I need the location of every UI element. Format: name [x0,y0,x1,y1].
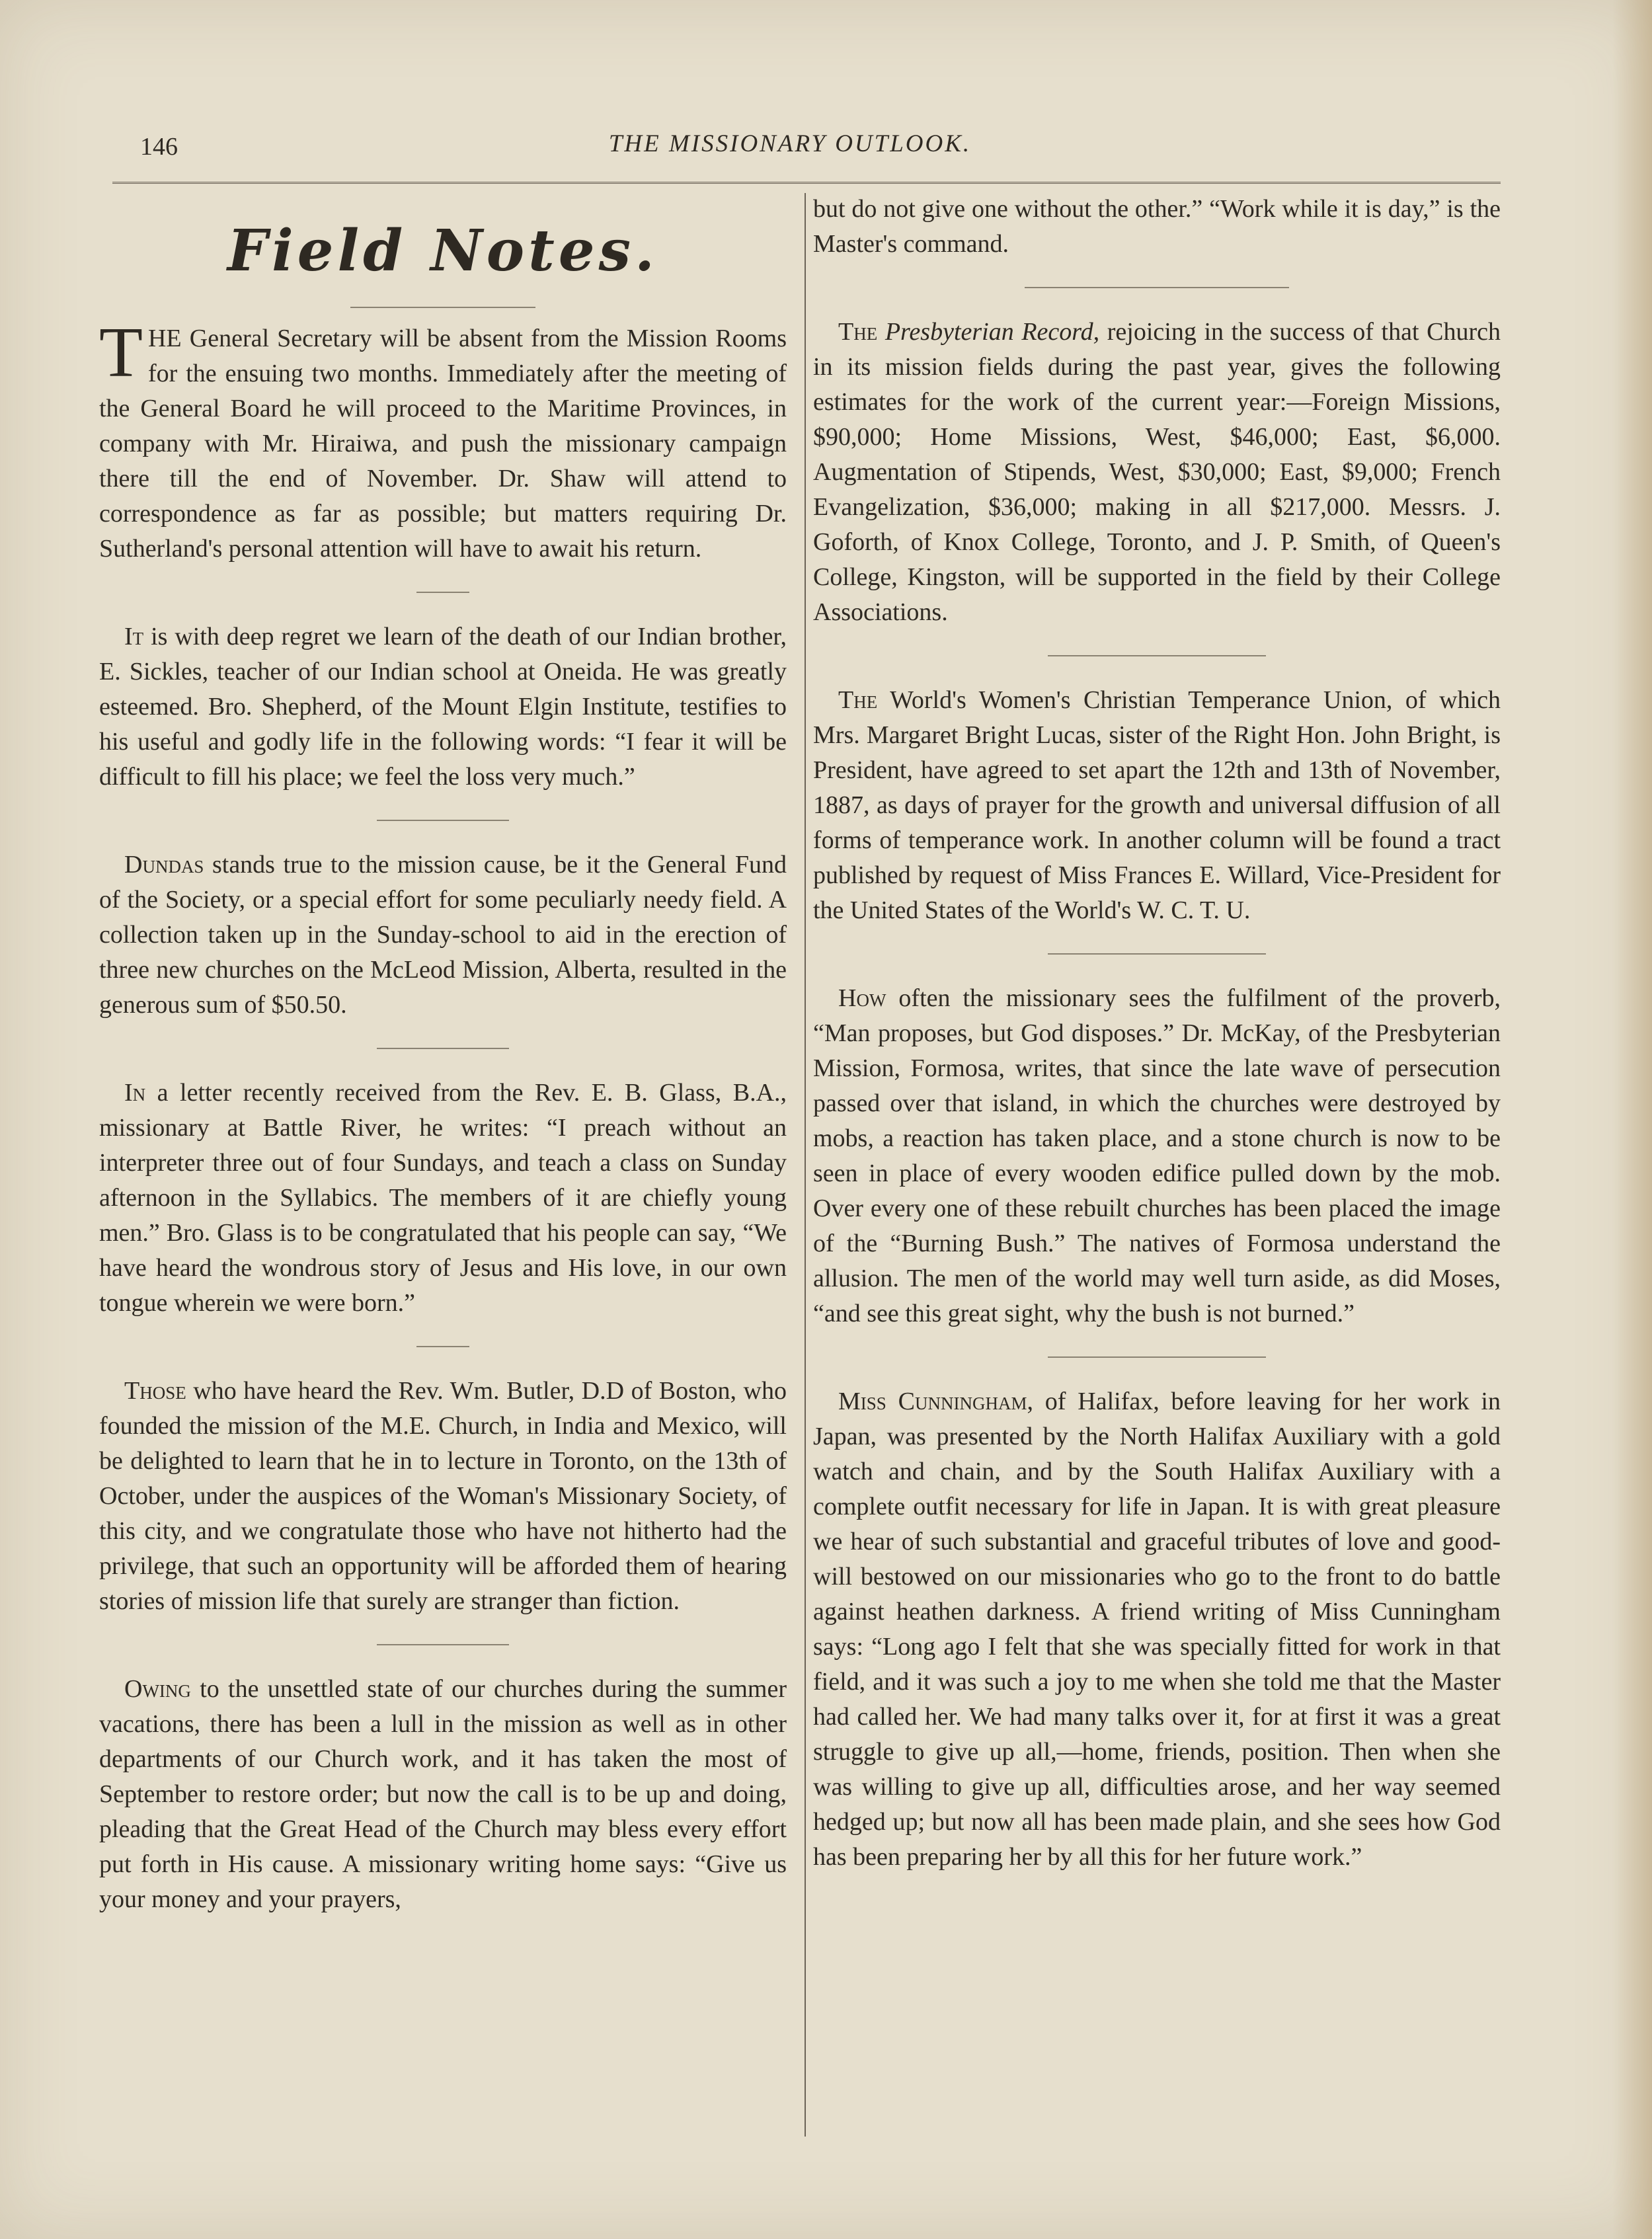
note-continuation [813,192,1501,262]
publication-title: Presbyterian Record, [885,318,1100,346]
separator [1048,1356,1266,1358]
left-column [99,192,787,1917]
note-text: of Halifax, before leaving for her work in Japan, was presented by the North Halifax Auxiliary with a gold watch and chain, and by the South Halifax Auxiliary with a complete outfit necessary for life in Japan. It is with great pleasure we hear of such substantial and graceful tributes of love and good-will bestowed on our missionaries who go to the front to do battle against heathen darkness. A friend writing of Miss Cunningham says: “Long ago I felt that she was specially fitted for work in that field, and it was such a joy to me when she told me that the Master had called her. We had many talks over it, for at first it was a great struggle to give up all,—home, friends, position. Then when she was willing to give up all, difficulties arose, and her way seemed hedged up; but now all has been made plain, and she sees how God has been preparing her by all this for her future work.” [813,1388,1501,1871]
note-lead: The [838,686,878,714]
note-text: a letter recently received from the Rev. E. B. Glass, B.A., missionary at Battle River, he writes: “I preach without an interpreter three out of four Sundays, and teach a class on Sunday afternoon in the Syllabics. The members of it are chiefly young men.” Bro. Glass is to be congratulated that his people can say, “We have heard the wondrous story of Jesus and His love, in our own tongue wherein we were born.” [99,1079,787,1317]
note-text: rejoicing in the success of that Church in its mission fields during the past year, gives the following estimates for the work of the current year:—Foreign Missions, $90,000; Home Missions, West, $46,000; East, $6,000. Augmentation of Stipends, West, $30,000; East, $9,000; French Evangelization, $36,000; making in all $217,000. Messrs. J. Goforth, of Knox College, Toronto, and J. P. Smith, of Queen's College, Kingston, will be supported in the field by their College Associations. [813,318,1501,626]
note-lead: It [124,623,144,650]
note-lead: In [124,1079,146,1107]
note-wctu [813,683,1501,928]
page-number: 146 [140,133,178,161]
separator [377,1644,509,1645]
note-text: often the missionary sees the fulfilment of the proverb, “Man proposes, but God disposes.” Dr. McKay, of the Presbyterian Mission, Formosa, writes, that since the late wave of persecution passed over that island, in which the churches were destroyed by mobs, a reaction has taken place, and a stone church is now to be seen in place of every wooden edifice pulled down by the mob. Over every one of these rebuilt churches has been placed the image of the “Burning Bush.” The natives of Formosa understand the allusion. The men of the world may well turn aside, as did Moses, “and see this great sight, why the bush is not burned.” [813,984,1501,1327]
note-summer-lull [99,1672,787,1917]
note-lead: The [838,318,878,346]
note-lead: Miss Cunningham, [838,1388,1033,1415]
running-title: THE MISSIONARY OUTLOOK. [608,130,972,157]
note-text: who have heard the Rev. Wm. Butler, D.D of Boston, who founded the mission of the M.E. Church, in India and Mexico, will be delighted to learn that he in to lecture in Toronto, on the 13th of October, under the auspices of the Woman's Missionary Society, of this city, and we congratulate those who have not hitherto had the privilege, that such an opportunity will be afforded them of hearing stories of mission life that surely are stranger than fiction. [99,1377,787,1615]
note-text: but do not give one without the other.” “Work while it is day,” is the Master's command. [813,195,1501,258]
separator [1048,655,1266,656]
note-dundas [99,847,787,1023]
note-text: stands true to the mission cause, be it the General Fund of the Society, or a special effort for some peculiarly needy field. A collection taken up in the Sunday-school to aid in the erection of three new churches on the McLeod Mission, Alberta, resulted in the generous sum of $50.50. [99,851,787,1019]
separator [377,820,509,821]
page-header [132,126,1448,165]
separator [416,592,469,593]
note-lead: How [838,984,886,1012]
note-lead: Dundas [124,851,204,879]
note-general-secretary [99,313,787,567]
separator [1048,953,1266,955]
note-lead: HE [147,325,182,352]
note-text: to the unsettled state of our churches during the summer vacations, there has been a lull in the mission as well as in other departments of our Church work, and it has taken the most of September to restore order; but now the call is to be up and doing, pleading that the Great Head of the Church may bless every effort put forth in His cause. A missionary writing home says: “Give us your money and your prayers, [99,1675,787,1913]
drop-cap: T [99,313,143,392]
note-presbyterian-record [813,315,1501,630]
note-glass-letter [99,1076,787,1321]
column-divider [805,193,806,2137]
separator [416,1346,469,1347]
title-rule [350,307,535,308]
note-formosa [813,981,1501,1331]
header-rule [112,182,1501,186]
note-lead: Owing [124,1675,191,1703]
section-title: Field Notes. [227,217,658,284]
note-text: World's Women's Christian Temperance Union, of which Mrs. Margaret Bright Lucas, sister of the Right Hon. John Bright, is President, have agreed to set apart the 12th and 13th of November, 1887, as days of prayer for the growth and universal diffusion of all forms of temperance work. In another column will be found a tract published by request of Miss Frances E. Willard, Vice-President for the United States of the World's W. C. T. U. [813,686,1501,924]
note-text: is with deep regret we learn of the death of our Indian brother, E. Sickles, teacher of our Indian school at Oneida. He was greatly esteemed. Bro. Shepherd, of the Mount Elgin Institute, testifies to his useful and godly life in the following words: “I fear it will be difficult to fill his place; we feel the loss very much.” [99,623,787,791]
note-lead: Those [124,1377,186,1405]
page-edge-shadow [1612,0,1652,2239]
note-text: General Secretary will be absent from the Mission Rooms for the ensuing two months. Immediately after the meeting of the General Board he will proceed to the Maritime Provinces, in company with Mr. Hiraiwa, and push the missionary campaign there till the end of November. Dr. Shaw will attend to correspondence as far as possible; but matters requiring Dr. Sutherland's personal attention will have to await his return. [99,325,787,563]
separator [377,1048,509,1049]
note-butler-lecture [99,1374,787,1619]
separator [1025,287,1289,288]
right-column [813,192,1501,1875]
note-sickles [99,619,787,795]
note-miss-cunningham [813,1384,1501,1875]
